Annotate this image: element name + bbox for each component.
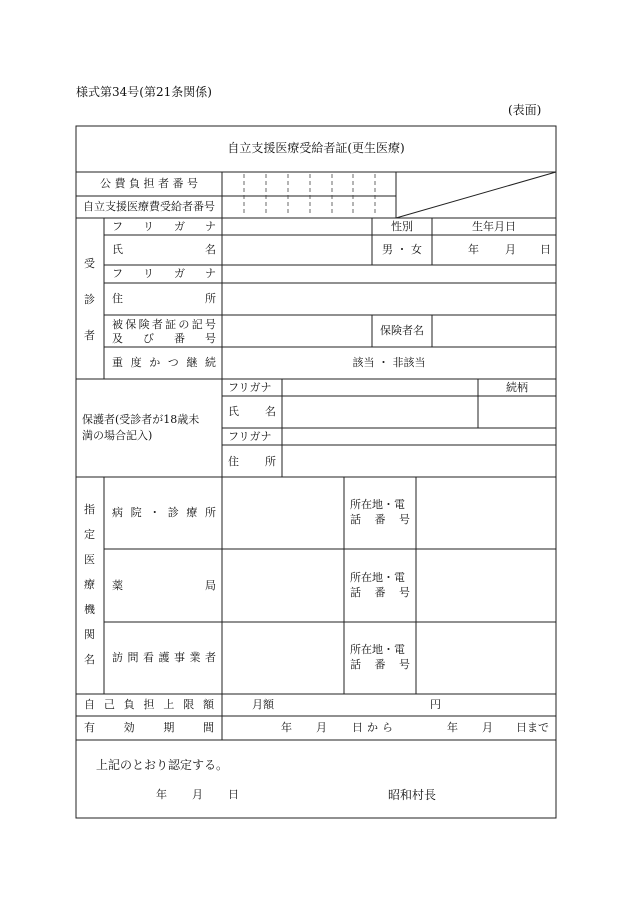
nursing-label: 訪 問 看 護 事 業 者 xyxy=(112,651,216,664)
validity-to-month: 月 xyxy=(482,721,493,734)
continuation-value: 該当 ・ 非該当 xyxy=(352,356,426,369)
guardian-label-line2: 満の場合記入) xyxy=(82,429,153,442)
nursing-location-label-1: 所在地・電 xyxy=(350,643,405,656)
patient-furigana2-label: フ リ ガ ナ xyxy=(112,267,216,280)
issue-year: 年 xyxy=(156,788,167,801)
issue-month: 月 xyxy=(192,788,203,801)
birth-header: 生年月日 xyxy=(472,220,516,233)
relation-label: 続柄 xyxy=(506,381,528,394)
inst-group-label-1: 指 xyxy=(84,503,95,516)
guardian-furigana2-label: フリガナ xyxy=(228,430,272,443)
hospital-label: 病 院 ・ 診 療 所 xyxy=(112,506,216,519)
validity-to-year: 年 xyxy=(447,721,458,734)
continuation-label: 重 度 か つ 継 続 xyxy=(112,356,216,369)
patient-address-label: 住 所 xyxy=(112,292,216,305)
limit-label: 自 己 負 担 上 限 額 xyxy=(84,698,214,711)
insurer-label: 保険者名 xyxy=(380,324,424,337)
inst-group-label-7: 名 xyxy=(84,653,95,666)
guardian-label-line1: 保護者(受診者が18歳未 xyxy=(82,413,200,426)
pharmacy-label: 薬 局 xyxy=(112,579,216,592)
inst-group-label-4: 療 xyxy=(84,578,95,591)
patient-name-label: 氏 名 xyxy=(112,243,216,256)
hospital-location-label-2: 話 番 号 xyxy=(350,513,410,526)
inst-group-label-2: 定 xyxy=(84,528,95,541)
insurance-label-line2: 及 び 番 号 xyxy=(112,332,216,345)
issuer-name: 昭和村長 xyxy=(388,788,437,802)
validity-to-day: 日まで xyxy=(516,721,549,734)
pharmacy-location-label-1: 所在地・電 xyxy=(350,571,405,584)
hospital-location-label-1: 所在地・電 xyxy=(350,498,405,511)
validity-from-day: 日から xyxy=(352,721,397,734)
guardian-address-label: 住 所 xyxy=(228,455,276,468)
birth-year: 年 xyxy=(468,243,479,256)
side-label: (表面) xyxy=(508,103,542,117)
inst-group-label-5: 機 xyxy=(84,603,95,616)
issue-day: 日 xyxy=(228,788,239,801)
limit-yen-label: 円 xyxy=(430,698,441,711)
gender-value: 男 ・ 女 xyxy=(382,243,422,256)
nursing-location-label-2: 話 番 号 xyxy=(350,658,410,671)
patient-group-label-2: 診 xyxy=(84,293,95,306)
birth-day: 日 xyxy=(540,243,551,256)
patient-group-label-3: 者 xyxy=(84,329,95,342)
patient-furigana-label: フ リ ガ ナ xyxy=(112,220,216,233)
inst-group-label-3: 医 xyxy=(84,553,95,566)
validity-from-month: 月 xyxy=(316,721,327,734)
recipient-number-label: 自立支援医療費受給者番号 xyxy=(83,200,215,213)
document-title: 自立支援医療受給者証(更生医療) xyxy=(227,141,405,155)
inst-group-label-6: 関 xyxy=(84,628,95,641)
pharmacy-location-label-2: 話 番 号 xyxy=(350,586,410,599)
validity-from-year: 年 xyxy=(281,721,292,734)
guardian-furigana-label: フリガナ xyxy=(228,381,272,394)
payer-number-label: 公 費 負 担 者 番 号 xyxy=(100,177,198,190)
guardian-name-label: 氏 名 xyxy=(228,405,276,418)
form-number: 様式第34号(第21条関係) xyxy=(76,85,212,99)
insurance-label-line1: 被保険者証の記号 xyxy=(112,318,216,331)
patient-group-label-1: 受 xyxy=(84,257,95,270)
limit-monthly-label: 月額 xyxy=(252,698,274,711)
certification-text: 上記のとおり認定する。 xyxy=(96,758,229,772)
gender-header: 性別 xyxy=(391,220,413,233)
birth-month: 月 xyxy=(505,243,516,256)
validity-label: 有 効 期 間 xyxy=(84,721,214,734)
